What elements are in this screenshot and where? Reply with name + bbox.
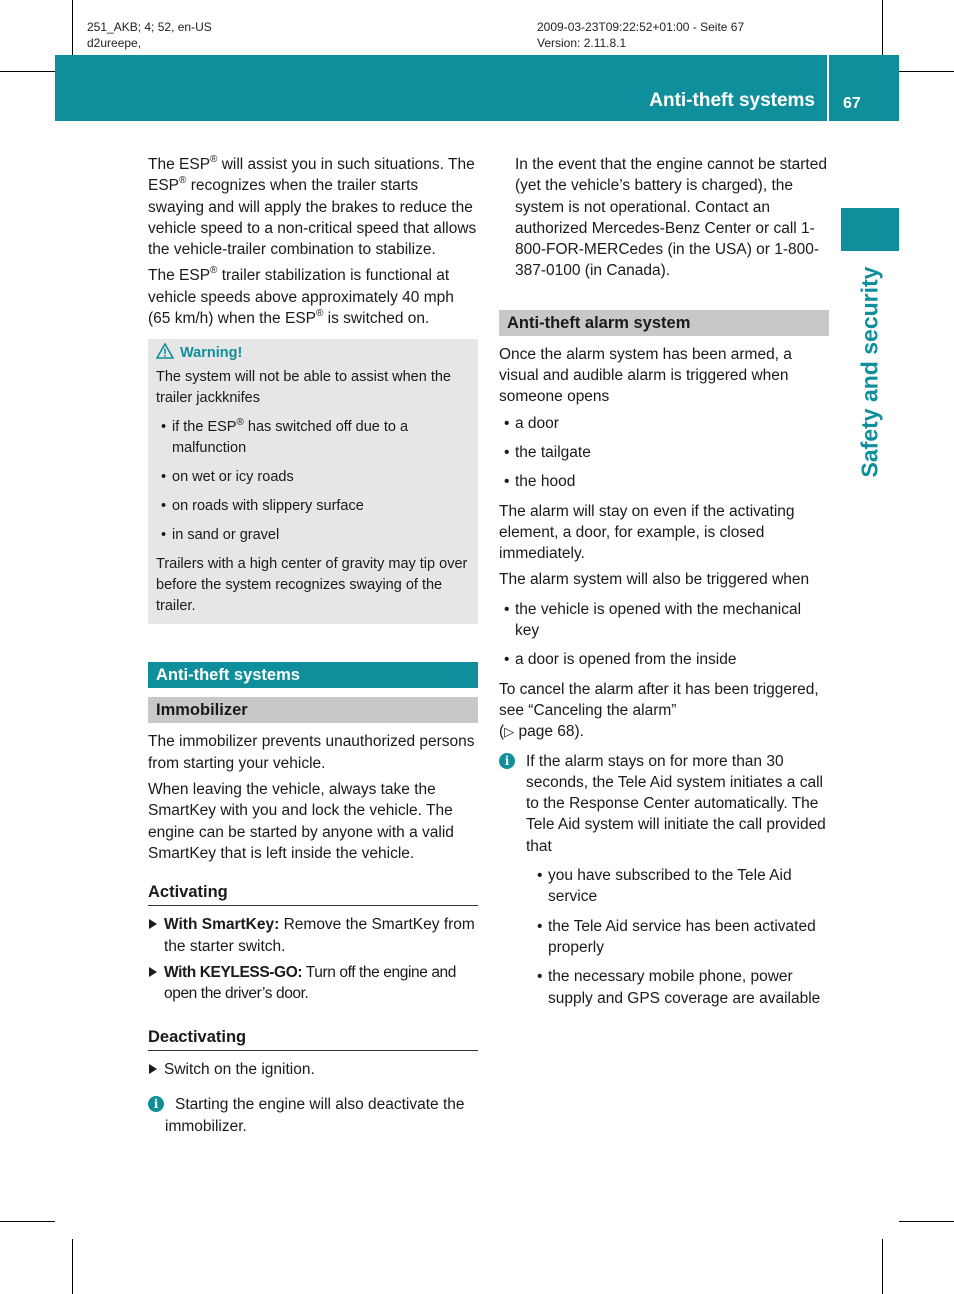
crop-mark	[899, 1221, 954, 1222]
alarm-also-triggered: The alarm system will also be triggered when	[499, 571, 810, 589]
warning-label: Warning!	[180, 345, 243, 362]
crop-mark	[882, 0, 883, 55]
warning-bullet: • on wet or icy roads	[156, 467, 470, 488]
warning-footer: Trailers with a high center of gravity may tip over before the system recognizes swaying of the trailer.	[156, 556, 468, 615]
step-text: Turn off the engine and open the driver’s door.	[164, 964, 456, 1003]
registered-mark: ®	[210, 265, 218, 277]
intro-paragraph-2	[148, 265, 478, 329]
warning-header	[156, 343, 470, 364]
print-meta-left-line2: d2ureepe,	[87, 36, 142, 50]
alarm-trigger-item: • the vehicle is opened with the mechanical key	[499, 599, 829, 642]
print-meta-right	[537, 19, 744, 51]
crop-mark	[0, 71, 55, 72]
alarm-open-item: • the hood	[499, 471, 829, 492]
intro-paragraph-1	[148, 154, 478, 260]
registered-mark: ®	[210, 154, 218, 165]
side-tab-label: Safety and security	[856, 266, 883, 478]
deactivating-heading: Deactivating	[148, 1027, 478, 1051]
registered-mark: ®	[316, 308, 324, 320]
step-label: With SmartKey:	[164, 916, 280, 934]
crop-mark	[899, 71, 954, 72]
crop-mark	[0, 1221, 55, 1222]
activating-heading: Activating	[148, 882, 478, 906]
text: (	[499, 723, 505, 741]
step-label: With KEYLESS-GO:	[164, 964, 303, 982]
warning-bullet	[156, 417, 470, 459]
tele-aid-condition: • you have subscribed to the Tele Aid service	[532, 865, 829, 908]
tele-aid-condition: • the Tele Aid service has been activated properly	[532, 916, 829, 959]
left-column	[148, 154, 478, 1137]
print-meta-right-line1: 2009-03-23T09:22:52+01:00 - Seite 67	[537, 20, 745, 34]
page-reference-icon: ▷	[504, 724, 515, 740]
activating-step	[148, 962, 478, 1005]
alarm-stays-paragraph: The alarm will stay on even if the activating element, a door, for example, is closed immediately.	[499, 502, 795, 563]
immobilizer-paragraph-2: When leaving the vehicle, always take the SmartKey with you and lock the vehicle. The engine can be started by anyone with a valid SmartKey that is left inside the vehicle.	[148, 780, 454, 862]
text: will assist you in such situations. The ESP	[148, 156, 475, 195]
side-tab	[841, 208, 899, 251]
text: if the ESP	[172, 419, 237, 436]
text: To cancel the alarm after it has been triggered, see “Canceling the alarm”	[499, 680, 819, 719]
tele-aid-info	[499, 751, 829, 1009]
page-title: Anti-theft systems	[649, 90, 815, 111]
text: is switched on.	[323, 310, 430, 328]
alarm-open-item: • the tailgate	[499, 442, 829, 463]
alarm-open-item: • a door	[499, 413, 829, 434]
print-meta-left-line1: 251_AKB; 4; 52, en-US	[87, 20, 212, 34]
crop-mark	[72, 1239, 73, 1294]
immobilizer-paragraph-1: The immobilizer prevents unauthorized persons from starting your vehicle.	[148, 733, 475, 772]
crop-mark	[882, 1239, 883, 1294]
right-column	[499, 154, 829, 1017]
print-meta-left	[87, 19, 212, 51]
crop-mark	[72, 0, 73, 55]
text: trailer stabilization is functional at vehicle speeds above approximately 40 mph (65 km/h) when the ESP	[148, 267, 454, 328]
cancel-alarm-paragraph	[499, 679, 829, 743]
text: The ESP	[148, 156, 211, 173]
text: The ESP	[148, 267, 211, 285]
page-number: 67	[843, 95, 861, 112]
alarm-section-title: Anti-theft alarm system	[499, 310, 829, 336]
step-text: Remove the SmartKey from the starter switch.	[164, 916, 475, 955]
header-divider	[827, 55, 829, 121]
deactivating-step: Switch on the ignition.	[148, 1059, 478, 1080]
info-icon: i	[148, 1096, 164, 1112]
info-text: Starting the engine will also deactivate the immobilizer.	[165, 1096, 465, 1135]
registered-mark: ®	[179, 175, 187, 187]
section-title: Anti-theft systems	[148, 662, 478, 688]
text: has switched off due to a malfunction	[172, 419, 409, 457]
warning-box	[148, 339, 478, 624]
subsection-title: Immobilizer	[148, 697, 478, 723]
tele-aid-condition: • the necessary mobile phone, power supply and GPS coverage are available	[532, 966, 829, 1009]
alarm-intro: Once the alarm system has been armed, a visual and audible alarm is triggered when someone opens	[499, 345, 792, 406]
activating-step	[148, 914, 478, 957]
warning-bullet: • in sand or gravel	[156, 525, 470, 546]
info-note	[148, 1094, 478, 1137]
print-meta-right-line2: Version: 2.11.8.1	[537, 36, 627, 50]
alarm-trigger-item: • a door is opened from the inside	[499, 649, 829, 670]
page-reference[interactable]: page 68).	[514, 723, 584, 741]
warning-triangle-icon	[156, 343, 174, 359]
warning-text: The system will not be able to assist when the trailer jackknifes	[156, 369, 451, 407]
operational-paragraph: In the event that the engine cannot be started (yet the vehicle’s battery is charged), the system is not operational. Contact an authorized Mercedes-Benz Center or call 1-800-FOR-MERCedes (in the USA) or 1-800-387-0100 (in Canada).	[515, 156, 827, 280]
info-icon: i	[499, 753, 515, 769]
info-text: If the alarm stays on for more than 30 seconds, the Tele Aid system initiates a call to the Response Center automatically. The Tele Aid system will initiate the call provided that	[526, 752, 826, 855]
warning-bullet: • on roads with slippery surface	[156, 496, 470, 517]
registered-mark: ®	[236, 417, 244, 429]
text: recognizes when the trailer starts swaying and will apply the brakes to reduce the vehicle speed to a non-critical speed that allows the vehicle-trailer combination to stabilize.	[148, 177, 477, 259]
